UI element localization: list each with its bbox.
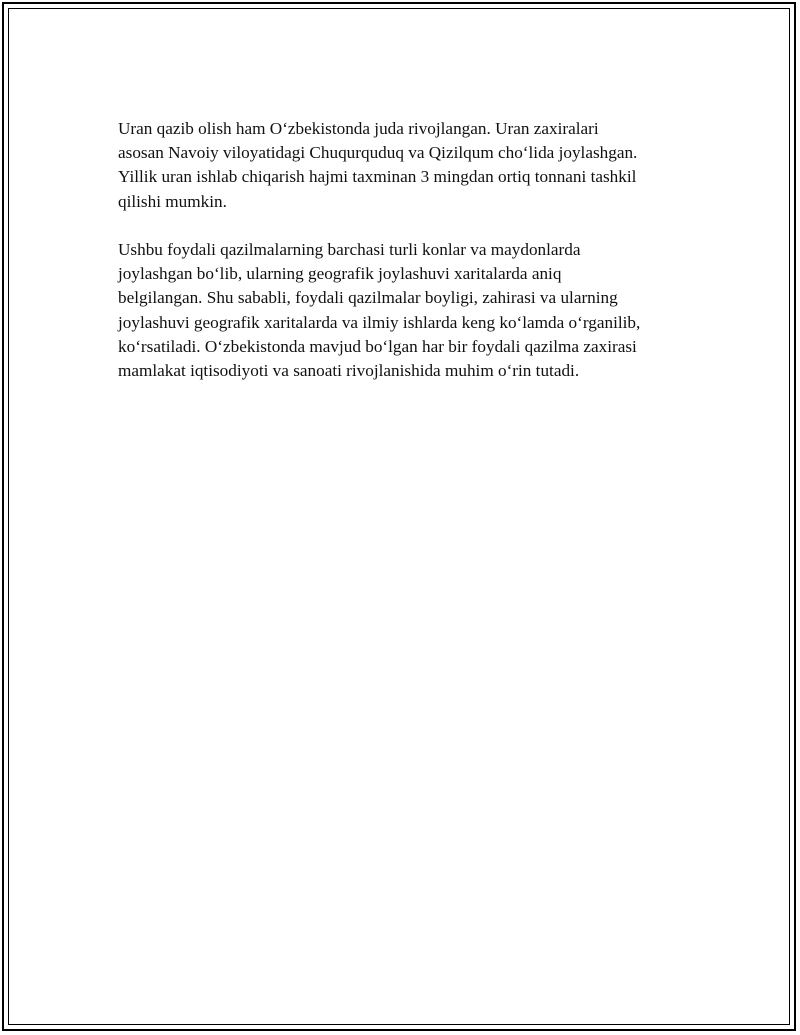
- text-line: belgilangan. Shu sababli, foydali qazilmalar boyligi, zahirasi va ularning: [118, 288, 618, 308]
- text-line: qilishi mumkin.: [118, 191, 227, 211]
- text-line: joylashgan bo‘lib, ularning geografik joylashuvi xaritalarda aniq: [118, 264, 562, 284]
- paragraph-minerals-summary: [118, 238, 698, 383]
- text-line: ko‘rsatiladi. O‘zbekistonda mavjud bo‘lgan har bir foydali qazilma zaxirasi: [118, 336, 637, 356]
- paragraph-uranium: [118, 117, 698, 214]
- text-line: Ushbu foydali qazilmalarning barchasi turli konlar va maydonlarda: [118, 240, 581, 259]
- text-line: Yillik uran ishlab chiqarish hajmi taxminan 3 mingdan ortiq tonnani tashkil: [118, 167, 637, 187]
- text-line: joylashuvi geografik xaritalarda va ilmiy ishlarda keng ko‘lamda o‘rganilib,: [118, 312, 641, 332]
- text-line: asosan Navoiy viloyatidagi Chuqurquduq va Qizilqum cho‘lida joylashgan.: [118, 143, 638, 163]
- text-line: Uran qazib olish ham O‘zbekistonda juda rivojlangan. Uran zaxiralari: [118, 119, 599, 138]
- text-line: mamlakat iqtisodiyoti va sanoati rivojlanishida muhim o‘rin tutadi.: [118, 361, 580, 381]
- document-body: [118, 117, 698, 407]
